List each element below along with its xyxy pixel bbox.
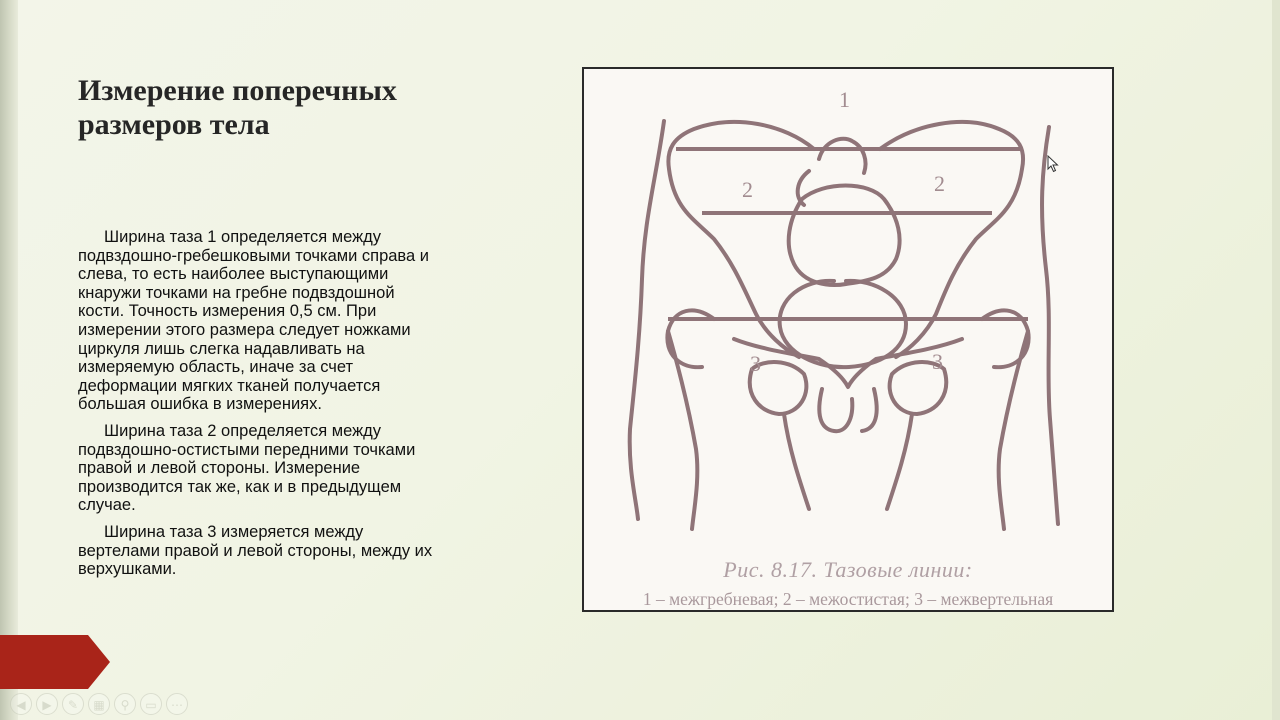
genital-outline <box>819 389 876 431</box>
window-left-edge <box>0 0 18 720</box>
window-right-edge <box>1272 0 1280 720</box>
label-line-2-left: 2 <box>742 177 753 202</box>
slide-body <box>78 228 440 587</box>
label-line-1: 1 <box>839 87 850 112</box>
paragraph-width-1: Ширина таза 1 определяется между подвздошно-гребешковыми точками справа и слева, то есть наиболее выступающими кнаружи точками на гребне подвздошной кости. Точность измерения 0,5 см. При измерении этого размера следует ножками циркуля лишь слегка надавливать на измеряемую область, иначе за счет деформации мягких тканей получается большая ошибка в измерениях. <box>78 228 429 414</box>
figure-caption-legend: 1 – межгребневая; 2 – межостистая; 3 – межвертельная <box>642 589 1054 609</box>
label-line-3-left: 3 <box>750 351 761 376</box>
thigh-inner-left <box>784 414 809 509</box>
sacrum <box>789 186 900 285</box>
screen-icon[interactable]: ▭ <box>140 693 162 715</box>
slides-icon[interactable]: ▦ <box>88 693 110 715</box>
slideshow-toolbar <box>10 692 188 716</box>
thigh-inner-right <box>887 414 912 509</box>
prev-icon[interactable]: ◀ <box>10 693 32 715</box>
femur-right <box>982 310 1029 529</box>
body-outline-left <box>630 121 664 519</box>
paragraph-width-3: Ширина таза 3 измеряется между вертелами правой и левой стороны, между их верхушками. <box>78 522 433 579</box>
slide-title: Измерение поперечных размеров тела <box>78 74 397 141</box>
femur-left <box>667 310 714 529</box>
body-outline-right <box>1042 127 1058 524</box>
slide-accent-tab <box>0 635 110 689</box>
figure-caption-title: Рис. 8.17. Тазовые линии: <box>723 557 973 582</box>
paragraph-width-2: Ширина таза 2 определяется между подвздошно-остистыми передними точками правой и левой стороны. Измерение производится так же, как и в предыдущем случае. <box>78 421 416 515</box>
more-icon[interactable]: ⋯ <box>166 693 188 715</box>
pelvis-drawing <box>584 69 1112 549</box>
next-icon[interactable]: ▶ <box>36 693 58 715</box>
pen-icon[interactable]: ✎ <box>62 693 84 715</box>
label-line-2-right: 2 <box>934 171 945 196</box>
pelvis-figure <box>582 67 1114 612</box>
zoom-icon[interactable]: ⚲ <box>114 693 136 715</box>
iliac-wing-left <box>668 122 814 357</box>
label-line-3-right: 3 <box>932 349 943 374</box>
mouse-cursor-icon <box>1047 155 1059 173</box>
